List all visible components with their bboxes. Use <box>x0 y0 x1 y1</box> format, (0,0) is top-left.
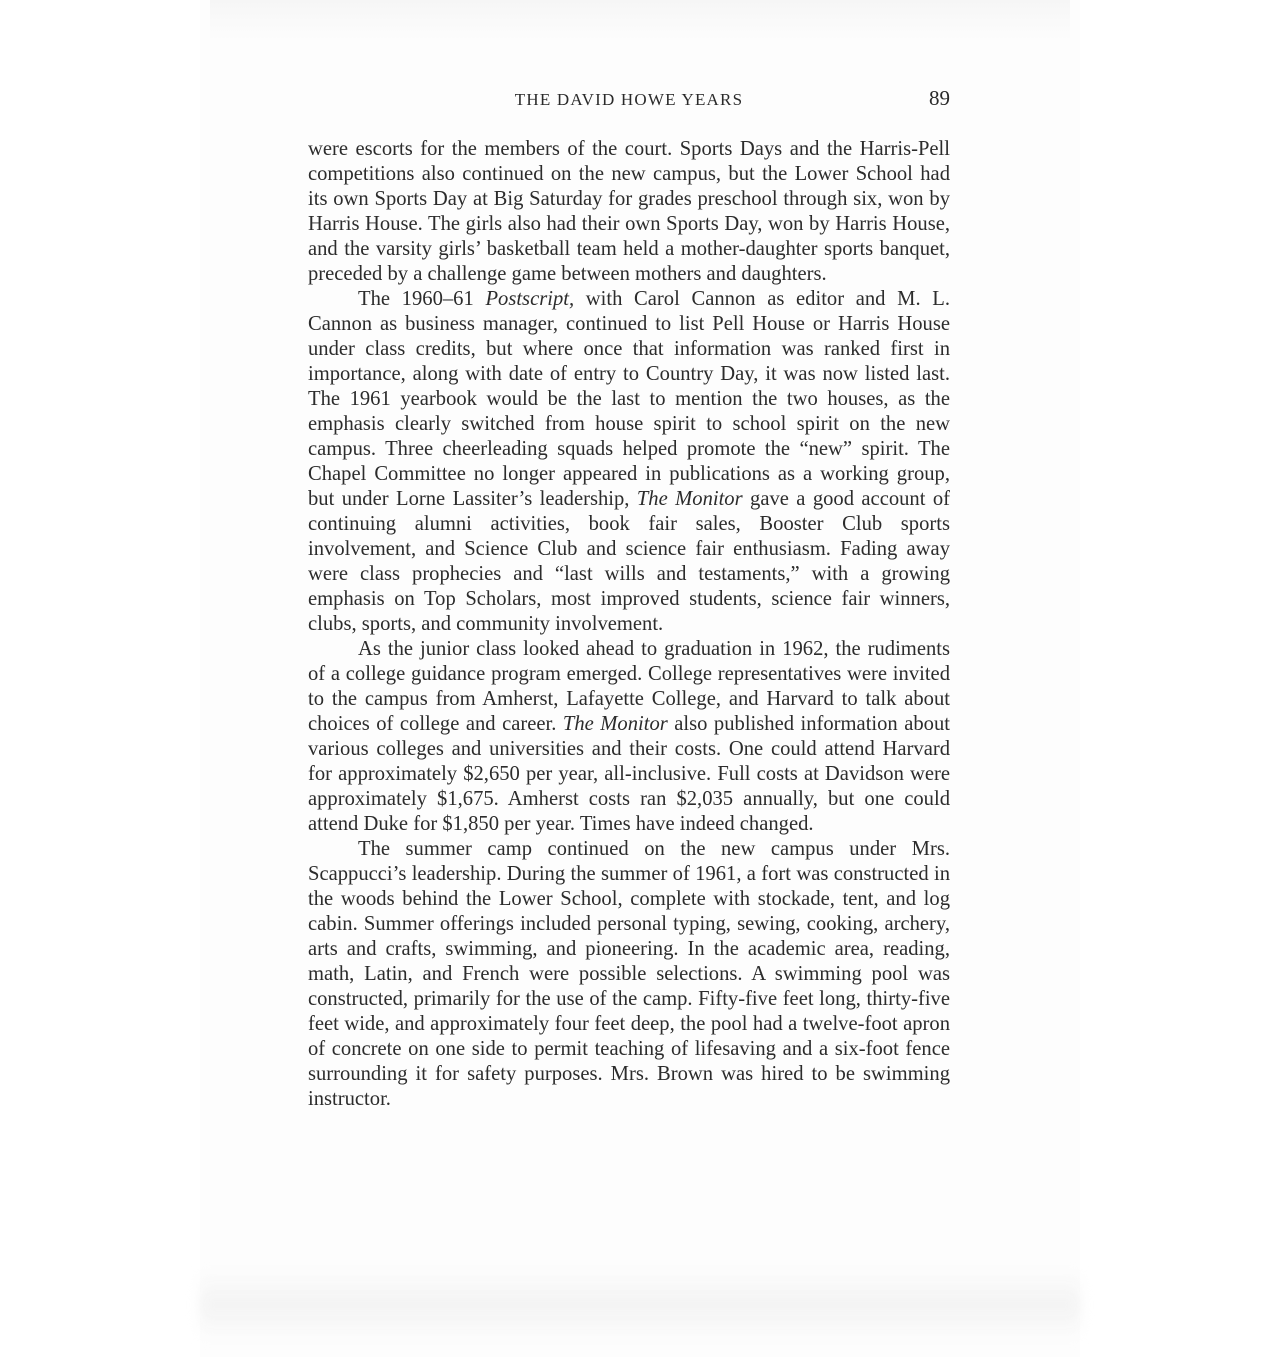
paragraph-2 <box>308 287 950 637</box>
publication-title-monitor: The Monitor <box>562 713 668 735</box>
paragraph-4 <box>308 837 950 1112</box>
page-number: 89 <box>929 86 950 110</box>
paragraph-2-text-a: The 1960–61 <box>358 288 486 310</box>
running-title: THE DAVID HOWE YEARS <box>514 90 744 109</box>
running-head <box>308 86 950 114</box>
paragraph-3-text-a: As the junior class looked ahead to graduation in 1962, the rudiments of a college guidance program emerged. College representatives were invited to the campus from Amherst, Lafayette College, and Harvard to talk about choices of college and career. <box>308 638 950 735</box>
paragraph-1-text: were escorts for the members of the court. Sports Days and the Harris-Pell competitions also continued on the new campus, but the Lower School had its own Sports Day at Big Saturday for grades preschool through six, won by Harris House. The girls also had their own Sports Day, won by Harris House, and the varsity girls’ basketball team held a mother-daughter sports banquet, preceded by a challenge game between mothers and daughters. <box>308 138 950 285</box>
paragraph-2-text-b: with Carol Cannon as editor and M. L. Cannon as business manager, continued to list Pell House or Harris House under class credits, but where once that information was ranked first in importance, along with date of entry to Country Day, it was now listed last. The 1961 yearbook would be the last to mention the two houses, as the emphasis clearly switched from house spirit to school spirit on the new campus. Three cheerleading squads helped promote the “new” spirit. The Chapel Committee no longer appeared in publications as a working group, but under Lorne Lassiter’s leadership, <box>308 288 950 510</box>
publication-title-postscript: Postscript, <box>485 288 575 310</box>
paragraph-3-text-b: also published information about various colleges and universities and their costs. One could attend Harvard for approximately $2,650 per year, all-inclusive. Full costs at Davidson were approximately $1,675. Amherst costs ran $2,035 annually, but one could attend Duke for $1,850 per year. Times have indeed changed. <box>308 713 950 835</box>
paragraph-2-text-c: gave a good account of continuing alumni activities, book fair sales, Booster Club sports involvement, and Science Club and science fair enthusiasm. Fading away were class prophecies and “last wills and testaments,” with a growing emphasis on Top Scholars, most improved students, science fair winners, clubs, sports, and community involvement. <box>308 488 950 635</box>
scan-shadow-top <box>210 0 1070 40</box>
paragraph-1 <box>308 137 950 287</box>
paragraph-3 <box>308 637 950 837</box>
scan-shadow-bottom <box>200 1270 1080 1340</box>
body-text <box>308 137 950 1112</box>
paragraph-4-text: The summer camp continued on the new campus under Mrs. Scappucci’s leadership. During the summer of 1961, a fort was constructed in the woods behind the Lower School, complete with stockade, tent, and log cabin. Summer offerings included personal typing, sewing, cooking, archery, arts and crafts, swimming, and pioneering. In the academic area, reading, math, Latin, and French were possible selections. A swimming pool was constructed, primarily for the use of the camp. Fifty-five feet long, thirty-five feet wide, and approximately four feet deep, the pool had a twelve-foot apron of concrete on one side to permit teaching of lifesaving and a six-foot fence surrounding it for safety purposes. Mrs. Brown was hired to be swimming instructor. <box>308 838 950 1110</box>
publication-title-monitor: The Monitor <box>636 488 743 510</box>
